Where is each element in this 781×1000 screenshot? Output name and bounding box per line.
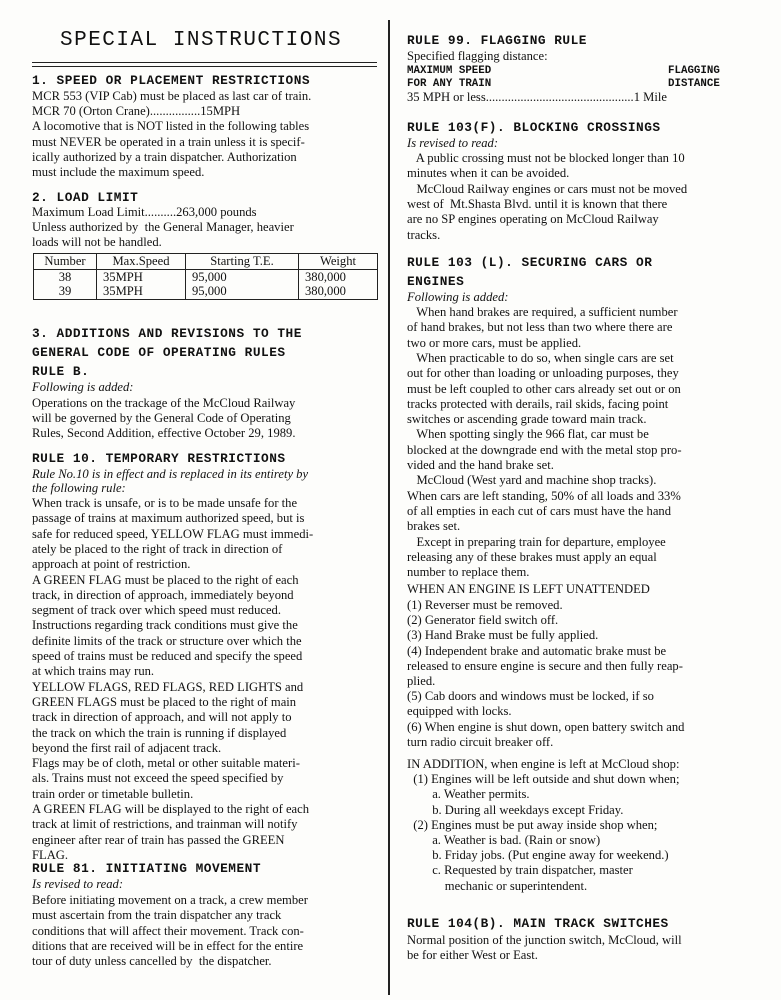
text-line: two or more cars, must be applied. — [407, 335, 582, 350]
text-line: plied. — [407, 674, 436, 688]
rule-81-intro: Is revised to read: — [32, 877, 124, 891]
flag-col1-line2: FOR ANY TRAIN — [407, 78, 492, 90]
text-line: When cars are left standing, 50% of all loads and 33% — [407, 488, 681, 503]
text-line: out for other than loading or unloading purposes, they — [407, 366, 679, 381]
text-line: A locomotive that is NOT listed in the following tables — [32, 119, 310, 134]
text-line: Unless authorized by the General Manager, heavier — [32, 220, 294, 235]
table-row — [34, 269, 378, 284]
text-line: IN ADDITION, when engine is left at McCloud shop: — [407, 757, 680, 771]
text-line: Before initiating movement on a track, a crew member — [32, 893, 308, 907]
table-header-row — [34, 254, 378, 270]
text-line: Normal position of the junction switch, McCloud, will — [407, 933, 682, 947]
text-line: McCloud (West yard and machine shop tracks). — [407, 473, 657, 488]
rule-104b-heading: RULE 104(B). MAIN TRACK SWITCHES — [407, 916, 669, 931]
text-line: (1) Reverser must be removed. — [407, 598, 563, 612]
text-line: c. Requested by train dispatcher, master — [407, 863, 633, 878]
text-line: MCR 70 (Orton Crane)................15MPH — [32, 104, 241, 119]
text-line: tracks. — [407, 227, 441, 242]
column-divider — [388, 20, 390, 995]
text-line: approach at point of restriction. — [32, 557, 191, 572]
text-line: track in direction of approach, and will not apply to — [32, 710, 292, 725]
table-cell: 380,000 — [299, 269, 378, 284]
text-line: Maximum Load Limit..........263,000 pounds — [32, 205, 257, 219]
flag-col2-line2: DISTANCE — [668, 78, 720, 90]
rule-103f-heading: RULE 103(F). BLOCKING CROSSINGS — [407, 120, 661, 135]
text-line: b. Friday jobs. (Put engine away for weekend.) — [407, 848, 669, 863]
text-line: speed of trains must be reduced and specify the speed — [32, 649, 303, 663]
section-3-heading: 3. ADDITIONS AND REVISIONS TO THE — [32, 326, 302, 341]
text-line: minutes when it can be avoided. — [407, 166, 570, 181]
section-3-heading-line2: GENERAL CODE OF OPERATING RULES — [32, 345, 286, 360]
text-line: west of Mt.Shasta Blvd. until it is known that there — [407, 196, 668, 211]
text-line: engineer after rear of train has passed the GREEN — [32, 832, 285, 847]
text-line: b. During all weekdays except Friday. — [407, 802, 624, 817]
page-title: SPECIAL INSTRUCTIONS — [60, 29, 343, 52]
section-2-heading: 2. LOAD LIMIT — [32, 190, 139, 205]
text-line: are no SP engines operating on McCloud Railway — [407, 212, 659, 227]
text-line: blocked at the downgrade end with the metal stop pro- — [407, 442, 682, 457]
text-line: als. Trains must not exceed the speed specified by — [32, 771, 284, 786]
rule-b-heading: RULE B. — [32, 364, 90, 379]
text-line: When practicable to do so, when single cars are set — [407, 350, 674, 365]
text-line: A GREEN FLAG will be displayed to the right of each — [32, 802, 310, 816]
text-line: a. Weather is bad. (Rain or snow) — [407, 833, 601, 847]
rule-b-intro: Following is added: — [32, 380, 134, 394]
text-line: brakes set. — [407, 519, 461, 534]
rule-103l-intro: Following is added: — [407, 290, 509, 304]
load-limit-table — [33, 253, 378, 300]
text-line: number to replace them. — [407, 565, 530, 580]
text-line: will be governed by the General Code of Operating — [32, 411, 291, 426]
text-line: track, in direction of approach, immediately beyond — [32, 587, 294, 602]
text-line: When track is unsafe, or is to be made unsafe for the — [32, 496, 298, 510]
text-line: (2) Generator field switch off. — [407, 613, 559, 628]
text-line: conditions that will affect their movement. Track con- — [32, 923, 304, 938]
text-line: must ascertain from the train dispatcher any track — [32, 908, 282, 923]
text-line: When spotting singly the 966 flat, car must be — [407, 427, 649, 442]
text-line: Operations on the trackage of the McCloud Railway — [32, 396, 296, 410]
text-line: MCR 553 (VIP Cab) must be placed as last car of train. — [32, 89, 312, 103]
text-line: YELLOW FLAGS, RED FLAGS, RED LIGHTS and — [32, 679, 304, 694]
table-header: Starting T.E. — [186, 254, 299, 270]
text-line: tour of duty unless cancelled by the dispatcher. — [32, 954, 272, 969]
rule-103l-heading-line2: ENGINES — [407, 274, 465, 289]
text-line: must be left coupled to other cars already set out or on — [407, 381, 681, 396]
text-line: tracks protected with derails, rail skids, facing point — [407, 396, 669, 411]
text-line: train order or timetable bulletin. — [32, 786, 194, 801]
rule-10-intro-2: the following rule: — [32, 481, 126, 495]
rule-103l-heading: RULE 103 (L). SECURING CARS OR — [407, 255, 653, 270]
text-line: Except in preparing train for departure, employee — [407, 534, 666, 549]
text-line: FLAG. — [32, 847, 69, 862]
text-line: turn radio circuit breaker off. — [407, 734, 554, 749]
text-line: A public crossing must not be blocked longer than 10 — [407, 151, 685, 165]
table-cell: 38 — [34, 269, 97, 284]
text-line: switches or ascending grade toward main track. — [407, 412, 647, 427]
text-line: When hand brakes are required, a sufficient number — [407, 305, 678, 319]
text-line: must include the maximum speed. — [32, 165, 205, 179]
text-line: safe for reduced speed, YELLOW FLAG must immedi- — [32, 526, 314, 541]
table-cell: 380,000 — [299, 284, 378, 299]
text-line: ditions that are received will be in effect for the entire — [32, 938, 304, 953]
text-line: (3) Hand Brake must be fully applied. — [407, 628, 599, 643]
table-cell: 95,000 — [186, 284, 299, 299]
text-line: the track on which the train is running if displayed — [32, 725, 287, 740]
text-line: releasing any of these brakes must apply an equal — [407, 549, 657, 564]
table-header: Weight — [299, 254, 378, 270]
text-line: (5) Cab doors and windows must be locked, if so — [407, 689, 654, 704]
text-line: Instructions regarding track conditions must give the — [32, 618, 298, 633]
rule-103f-intro: Is revised to read: — [407, 136, 499, 150]
text-line: ately be placed to the right of track in direction of — [32, 541, 283, 556]
text-line: of hand brakes, but not less than two where there are — [407, 320, 673, 335]
text-line: A GREEN FLAG must be placed to the right of each — [32, 572, 299, 587]
section-1-heading: 1. SPEED OR PLACEMENT RESTRICTIONS — [32, 73, 311, 88]
text-line: loads will not be handled. — [32, 235, 162, 250]
title-double-rule — [32, 62, 377, 67]
table-row — [34, 284, 378, 299]
flag-col1-line1: MAXIMUM SPEED — [407, 65, 492, 77]
text-line: passage of trains at maximum authorized speed, but is — [32, 511, 305, 526]
text-line: of all empties in each cut of cars must have the hand — [407, 503, 672, 518]
text-line: track at limit of restrictions, and trainman will notify — [32, 817, 298, 832]
unattended-heading: WHEN AN ENGINE IS LEFT UNATTENDED — [407, 582, 650, 596]
rule-99-sub: Specified flagging distance: — [407, 49, 548, 63]
flag-row: 35 MPH or less...............................................1 Mile — [407, 90, 667, 104]
text-line: at which trains may run. — [32, 664, 155, 679]
rule-99-heading: RULE 99. FLAGGING RULE — [407, 33, 587, 48]
table-cell: 39 — [34, 284, 97, 299]
text-line: a. Weather permits. — [407, 787, 530, 802]
text-line: (2) Engines must be put away inside shop when; — [407, 817, 658, 832]
text-line: mechanic or superintendent. — [407, 878, 588, 893]
text-line: must NEVER be operated in a train unless it is specif- — [32, 134, 305, 149]
text-line: beyond the first rail of adjacent track. — [32, 740, 222, 755]
text-line: definite limits of the track or structure over which the — [32, 633, 302, 648]
text-line: vided and the hand brake set. — [407, 458, 554, 472]
text-line: ically authorized by a train dispatcher. Authorization — [32, 149, 297, 164]
text-line: be for either West or East. — [407, 948, 538, 963]
text-line: Rules, Second Addition, effective October 29, 1989. — [32, 426, 296, 441]
table-cell: 35MPH — [97, 284, 186, 299]
text-line: (4) Independent brake and automatic brake must be — [407, 643, 667, 658]
flag-col2-line1: FLAGGING — [668, 65, 720, 77]
text-line: segment of track over which speed must reduced. — [32, 603, 281, 618]
rule-10-heading: RULE 10. TEMPORARY RESTRICTIONS — [32, 451, 286, 466]
table-cell: 95,000 — [186, 269, 299, 284]
text-line: McCloud Railway engines or cars must not be moved — [407, 181, 688, 196]
text-line: (6) When engine is shut down, open battery switch and — [407, 719, 685, 734]
table-header: Number — [34, 254, 97, 270]
text-line: (1) Engines will be left outside and shut down when; — [407, 772, 680, 787]
rule-10-intro-1: Rule No.10 is in effect and is replaced in its entirety by — [32, 467, 309, 481]
table-cell: 35MPH — [97, 269, 186, 284]
rule-81-heading: RULE 81. INITIATING MOVEMENT — [32, 861, 262, 876]
text-line: equipped with locks. — [407, 704, 512, 719]
text-line: released to ensure engine is secure and then fully reap- — [407, 658, 683, 673]
text-line: Flags may be of cloth, metal or other suitable materi- — [32, 756, 300, 771]
table-header: Max.Speed — [97, 254, 186, 270]
text-line: GREEN FLAGS must be placed to the right of main — [32, 694, 297, 709]
